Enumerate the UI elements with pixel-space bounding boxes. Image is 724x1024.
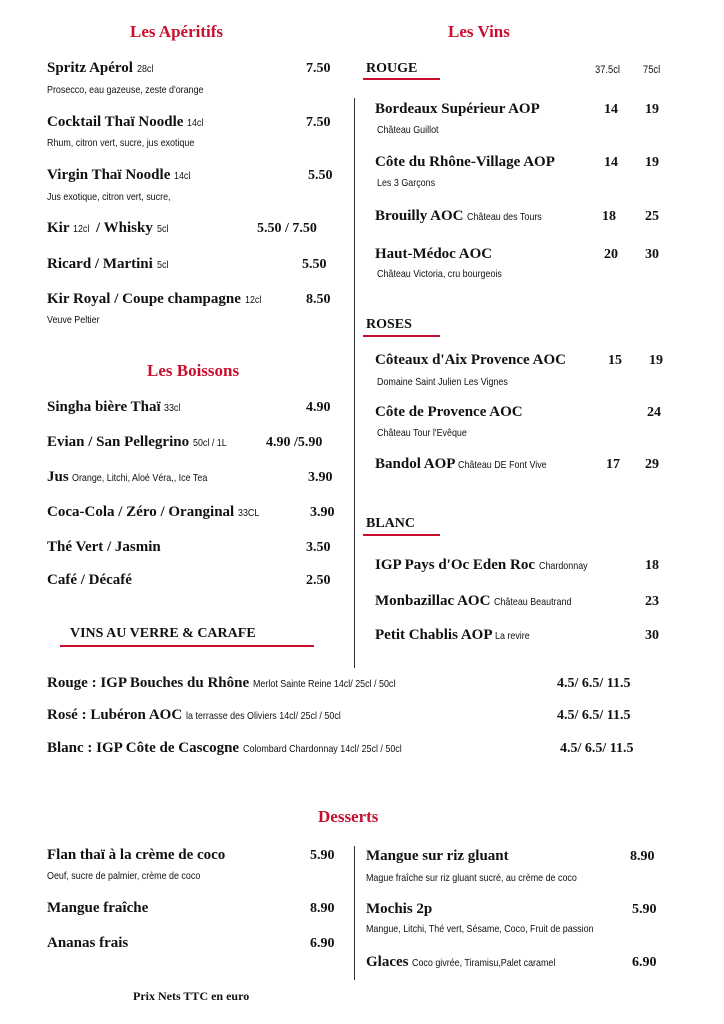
menu-item-name: Kir Royal / Coupe champagne 12cl	[47, 291, 262, 307]
wine-price-37cl: 17	[606, 457, 620, 472]
verre-title-underline	[60, 645, 314, 647]
wine-name: Bordeaux Supérieur AOP	[375, 101, 540, 117]
menu-item-name: Jus Orange, Litchi, Aloé Véra,, Ice Tea	[47, 469, 208, 485]
menu-item-name: Cocktail Thaï Noodle 14cl	[47, 114, 204, 130]
wine-name: Côte du Rhône-Village AOP	[375, 154, 555, 170]
menu-item-name: Thé Vert / Jasmin	[47, 539, 161, 555]
wine-price-37cl: 18	[602, 209, 616, 224]
glass-wine-price: 4.5/ 6.5/ 11.5	[557, 676, 631, 691]
rouge-underline	[363, 78, 440, 80]
menu-item-price: 3.50	[306, 540, 331, 555]
wine-name: Côteaux d'Aix Provence AOC	[375, 352, 566, 368]
dessert-name: Mangue sur riz gluant	[366, 848, 509, 864]
wine-price-75cl: 30	[645, 628, 659, 643]
menu-item-price: 5.50 / 7.50	[257, 221, 317, 236]
menu-item-description: Prosecco, eau gazeuse, zeste d'orange	[47, 84, 204, 96]
wine-description: Château Tour l'Evêque	[377, 427, 467, 439]
menu-item-name: Coca-Cola / Zéro / Oranginal 33CL	[47, 504, 260, 520]
dessert-price: 5.90	[632, 902, 657, 917]
wine-price-75cl: 24	[647, 405, 661, 420]
wine-price-37cl: 20	[604, 247, 618, 262]
dessert-price: 8.90	[310, 901, 335, 916]
menu-item-name: Singha bière Thaï 33cl	[47, 399, 181, 415]
wine-price-37cl: 14	[604, 102, 618, 117]
wine-name: Petit Chablis AOP La revire	[375, 627, 531, 643]
wine-name: Monbazillac AOC Château Beautrand	[375, 593, 572, 609]
menu-item-price: 7.50	[306, 61, 331, 76]
glass-wine-price: 4.5/ 6.5/ 11.5	[560, 741, 634, 756]
wine-price-75cl: 19	[645, 155, 659, 170]
menu-item-price: 8.50	[306, 292, 331, 307]
wine-name: IGP Pays d'Oc Eden Roc Chardonnay	[375, 557, 588, 573]
roses-underline	[363, 335, 440, 337]
menu-item-name: Kir 12cl / Whisky 5cl	[47, 220, 169, 236]
menu-item-name: Café / Décafé	[47, 572, 132, 588]
blanc-heading: BLANC	[366, 516, 416, 531]
menu-item-price: 7.50	[306, 115, 331, 130]
wine-description: Les 3 Garçons	[377, 177, 436, 189]
roses-heading: ROSES	[366, 317, 412, 332]
wine-name: Brouilly AOC Château des Tours	[375, 208, 543, 224]
menu-item-price: 2.50	[306, 573, 331, 588]
dessert-description: Mangue, Litchi, Thé vert, Sésame, Coco, Fruit de passion	[366, 923, 594, 935]
blanc-underline	[363, 534, 440, 536]
wine-price-75cl: 23	[645, 594, 659, 609]
menu-item-price: 5.50	[308, 168, 333, 183]
menu-item-name: Ricard / Martini 5cl	[47, 256, 168, 272]
column-divider	[354, 98, 355, 668]
wine-price-75cl: 18	[645, 558, 659, 573]
dessert-price: 6.90	[310, 936, 335, 951]
wine-price-75cl: 19	[645, 102, 659, 117]
glass-wine-name: Blanc : IGP Côte de Cascogne Colombard Chardonnay 14cl/ 25cl / 50cl	[47, 740, 402, 756]
dessert-description: Mague fraîche sur riz gluant sucré, au crème de coco	[366, 872, 577, 884]
dessert-divider	[354, 846, 355, 980]
column-header-37cl: 37.5cl	[595, 64, 620, 76]
dessert-name: Mangue fraîche	[47, 900, 149, 916]
menu-item-description: Jus exotique, citron vert, sucre,	[47, 191, 171, 203]
column-header-75cl: 75cl	[643, 64, 661, 76]
dessert-name: Mochis 2p	[366, 901, 433, 917]
dessert-price: 5.90	[310, 848, 335, 863]
glass-wine-name: Rosé : Lubéron AOC la terrasse des Oliviers 14cl/ 25cl / 50cl	[47, 707, 341, 723]
menu-item-price: 4.90 /5.90	[266, 435, 323, 450]
dessert-name: Ananas frais	[47, 935, 129, 951]
wine-price-75cl: 25	[645, 209, 659, 224]
wine-name: Côte de Provence AOC	[375, 404, 523, 420]
dessert-price: 8.90	[630, 849, 655, 864]
glass-wine-price: 4.5/ 6.5/ 11.5	[557, 708, 631, 723]
menu-item-price: 5.50	[302, 257, 327, 272]
boissons-title: Les Boissons	[147, 361, 240, 380]
wine-price-75cl: 29	[645, 457, 659, 472]
menu-item-description: Rhum, citron vert, sucre, jus exotique	[47, 137, 195, 149]
aperitifs-title: Les Apéritifs	[130, 22, 224, 41]
footer-note: Prix Nets TTC en euro	[133, 989, 250, 1003]
verre-title: VINS AU VERRE & CARAFE	[70, 626, 256, 641]
wine-description: Château Victoria, cru bourgeois	[377, 268, 502, 280]
wine-description: Domaine Saint Julien Les Vignes	[377, 376, 508, 388]
menu-item-price: 4.90	[306, 400, 331, 415]
vins-title: Les Vins	[448, 22, 510, 41]
menu-item-name: Virgin Thaï Noodle 14cl	[47, 167, 191, 183]
glass-wine-name: Rouge : IGP Bouches du Rhône Merlot Sainte Reine 14cl/ 25cl / 50cl	[47, 675, 396, 691]
wine-name: Haut-Médoc AOC	[375, 246, 493, 262]
desserts-title: Desserts	[318, 807, 379, 826]
dessert-description: Oeuf, sucre de palmier, crème de coco	[47, 870, 201, 882]
wine-price-75cl: 30	[645, 247, 659, 262]
wine-price-75cl: 19	[649, 353, 663, 368]
wine-name: Bandol AOP Château DE Font Vive	[375, 456, 548, 472]
menu-item-price: 3.90	[310, 505, 335, 520]
wine-price-37cl: 15	[608, 353, 622, 368]
wine-price-37cl: 14	[604, 155, 618, 170]
dessert-name: Flan thaï à la crème de coco	[47, 847, 226, 863]
dessert-price: 6.90	[632, 955, 657, 970]
dessert-name: Glaces Coco givrée, Tiramisu,Palet caramel	[366, 954, 556, 970]
menu-item-description: Veuve Peltier	[47, 314, 100, 326]
wine-description: Château Guillot	[377, 124, 439, 136]
menu-item-price: 3.90	[308, 470, 333, 485]
menu-item-name: Spritz Apérol 28cl	[47, 60, 154, 76]
menu-item-name: Evian / San Pellegrino 50cl / 1L	[47, 434, 227, 450]
rouge-heading: ROUGE	[366, 61, 418, 76]
